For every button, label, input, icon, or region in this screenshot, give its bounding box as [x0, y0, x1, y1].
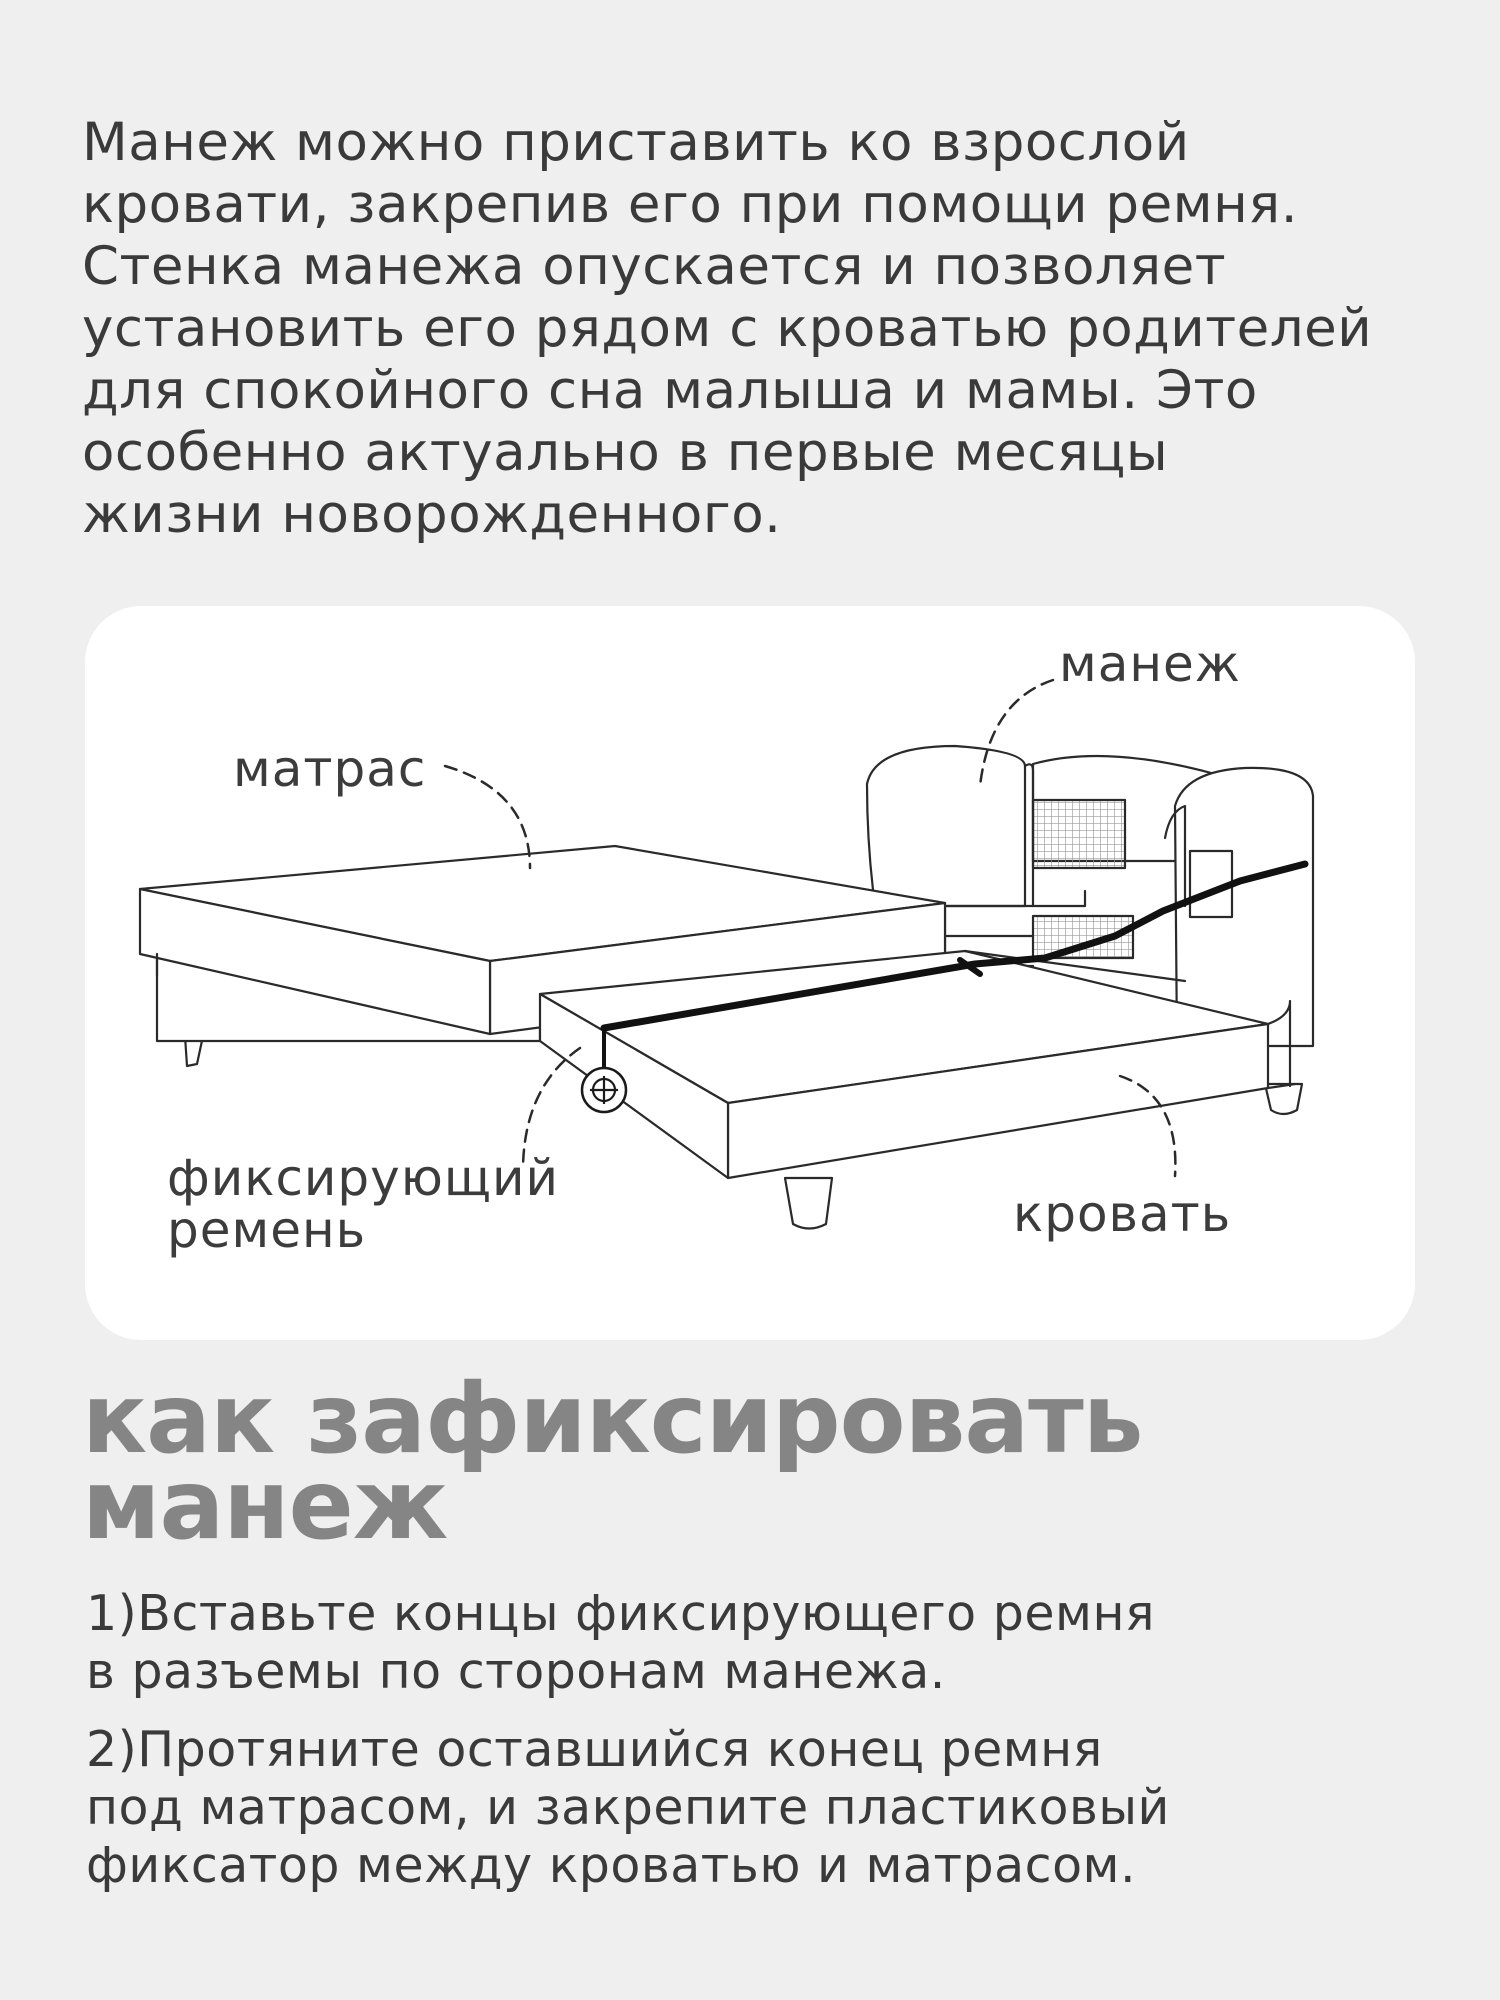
- step-line: фиксатор между кроватью и матрасом.: [86, 1837, 1137, 1894]
- step-line: в разъемы по сторонам манежа.: [86, 1643, 946, 1700]
- intro-line: кровати, закрепив его при помощи ремня.: [82, 174, 1299, 235]
- leader-mattress: [445, 766, 530, 868]
- label-mattress: матрас: [233, 740, 427, 798]
- intro-line: установить его рядом с кроватью родителей: [82, 298, 1373, 359]
- label-bed: кровать: [1013, 1185, 1232, 1243]
- playpen-mesh-back: [1033, 800, 1125, 868]
- bed-leg-front: [785, 1178, 832, 1229]
- section-heading: [82, 1363, 1143, 1561]
- intro-paragraph: [82, 112, 1482, 546]
- step-item: [86, 1585, 1476, 1701]
- label-strap-line1: фиксирующий: [167, 1149, 559, 1207]
- intro-line: для спокойного сна малыша и мамы. Это: [82, 360, 1258, 421]
- label-strap-line2: ремень: [167, 1201, 367, 1259]
- intro-line: Стенка манежа опускается и позволяет: [82, 236, 1227, 297]
- step-item: [86, 1721, 1476, 1895]
- intro-line: жизни новорожденного.: [82, 484, 782, 545]
- intro-line: Манеж можно приставить ко взрослой: [82, 112, 1190, 173]
- step-line: 2)Протяните оставшийся конец ремня: [86, 1721, 1103, 1778]
- diagram-card: [85, 606, 1415, 1340]
- steps-list: [86, 1585, 1476, 1915]
- strap-buckle-icon: [582, 1068, 626, 1112]
- heading-line: манеж: [82, 1449, 448, 1561]
- playpen-left-end: [867, 746, 1025, 906]
- step-line: под матрасом, и закрепите пластиковый: [86, 1779, 1170, 1836]
- label-playpen: манеж: [1059, 635, 1241, 693]
- heading-line: как зафиксировать: [82, 1363, 1143, 1475]
- intro-line: особенно актуально в первые месяцы: [82, 422, 1169, 483]
- step-line: 1)Вставьте концы фиксирующего ремня: [86, 1585, 1155, 1642]
